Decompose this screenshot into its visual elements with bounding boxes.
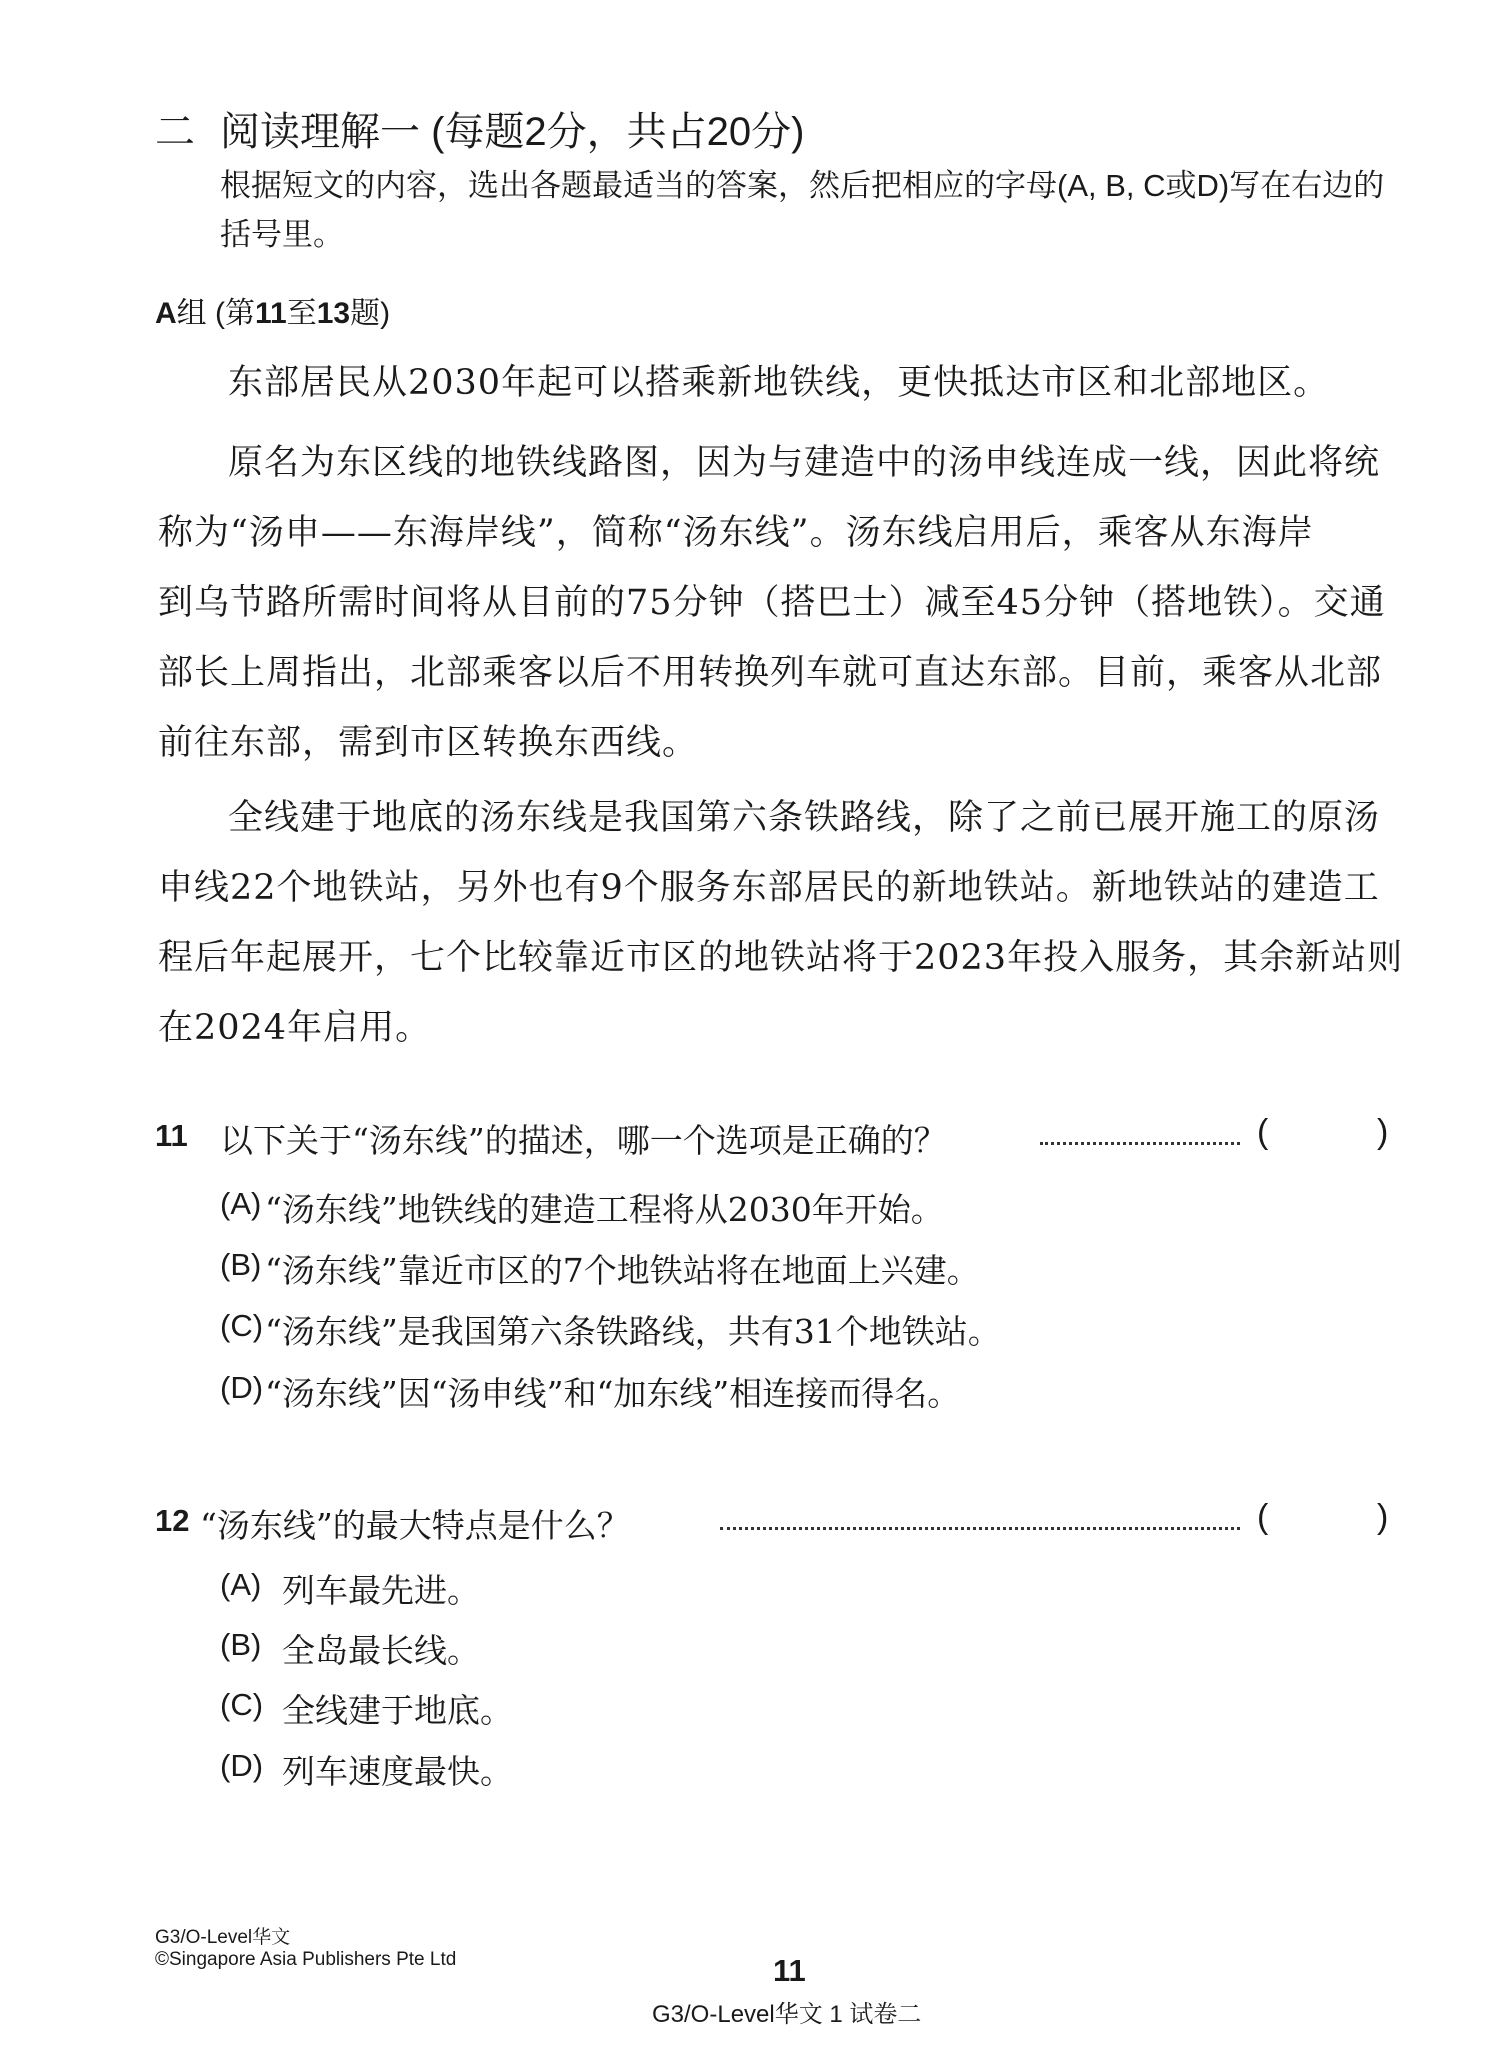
option-letter: (B)	[220, 1627, 262, 1662]
dotted-leader	[1040, 1142, 1240, 1145]
instructions-line-1: 根据短文的内容，选出各题最适当的答案，然后把相应的字母(A, B, C或D)写在右边的	[220, 168, 1385, 203]
option-letter: (C)	[220, 1308, 264, 1343]
question-text: “汤东线”的最大特点是什么？	[200, 1506, 630, 1545]
passage-line: 程后年起展开，七个比较靠近市区的地铁站将于2023年投入服务，其余新站则	[158, 938, 1404, 978]
question-number: 12	[155, 1503, 190, 1538]
footer-book-title: G3/O-Level华文	[155, 1927, 291, 1948]
passage-line: 前往东部，需到市区转换东西线。	[158, 723, 699, 763]
answer-bracket-close: )	[1377, 1113, 1389, 1151]
option-text: “汤东线”因“汤申线”和“加东线”相连接而得名。	[265, 1374, 961, 1413]
passage-line: 全线建于地底的汤东线是我国第六条铁路线，除了之前已展开施工的原汤	[228, 798, 1381, 838]
question-number: 11	[155, 1118, 188, 1153]
option-text: 列车最先进。	[282, 1571, 480, 1610]
passage-line: 申线22个地铁站，另外也有9个服务东部居民的新地铁站。新地铁站的建造工	[158, 868, 1380, 908]
option-letter: (A)	[220, 1186, 262, 1221]
answer-bracket-open: (	[1257, 1113, 1269, 1151]
footer-paper-label: G3/O-Level华文 1 试卷二	[652, 2001, 922, 2028]
passage-line: 原名为东区线的地铁线路图，因为与建造中的汤申线连成一线，因此将统	[228, 443, 1381, 483]
footer-copyright: ©Singapore Asia Publishers Pte Ltd	[155, 1949, 457, 1970]
group-letter: A	[155, 297, 177, 330]
answer-bracket-open: (	[1257, 1498, 1269, 1536]
passage-line: 在2024年启用。	[158, 1008, 432, 1048]
answer-slot[interactable]	[1275, 1498, 1375, 1542]
option-text: 全线建于地底。	[282, 1691, 513, 1730]
option-text: “汤东线”靠近市区的7个地铁站将在地面上兴建。	[265, 1251, 980, 1290]
option-letter: (D)	[220, 1748, 264, 1783]
instructions-line-2: 括号里。	[220, 217, 344, 252]
option-letter: (D)	[220, 1370, 264, 1405]
answer-bracket-close: )	[1377, 1498, 1389, 1536]
option-text: 全岛最长线。	[282, 1631, 480, 1670]
page-number: 11	[773, 1953, 806, 1988]
option-letter: (B)	[220, 1247, 262, 1282]
passage-line: 部长上周指出，北部乘客以后不用转换列车就可直达东部。目前，乘客从北部	[158, 653, 1383, 693]
option-text: 列车速度最快。	[282, 1752, 513, 1791]
group-label: A组 (第11至13题)	[155, 297, 391, 330]
answer-slot[interactable]	[1275, 1113, 1375, 1157]
option-text: “汤东线”是我国第六条铁路线，共有31个地铁站。	[265, 1312, 1001, 1351]
question-text: 以下关于“汤东线”的描述，哪一个选项是正确的？	[220, 1121, 947, 1160]
dotted-leader	[720, 1527, 1240, 1530]
option-letter: (C)	[220, 1687, 264, 1722]
passage-line: 到乌节路所需时间将从目前的75分钟（搭巴士）减至45分钟（搭地铁）。交通	[158, 583, 1386, 623]
passage-line: 称为“汤申——东海岸线”，简称“汤东线”。汤东线启用后，乘客从东海岸	[158, 513, 1314, 553]
option-letter: (A)	[220, 1567, 262, 1602]
passage-line: 东部居民从2030年起可以搭乘新地铁线，更快抵达市区和北部地区。	[228, 363, 1330, 403]
option-text: “汤东线”地铁线的建造工程将从2030年开始。	[265, 1190, 944, 1229]
section-number: 二	[155, 110, 195, 154]
section-title: 阅读理解一 (每题2分，共占20分)	[220, 110, 805, 154]
